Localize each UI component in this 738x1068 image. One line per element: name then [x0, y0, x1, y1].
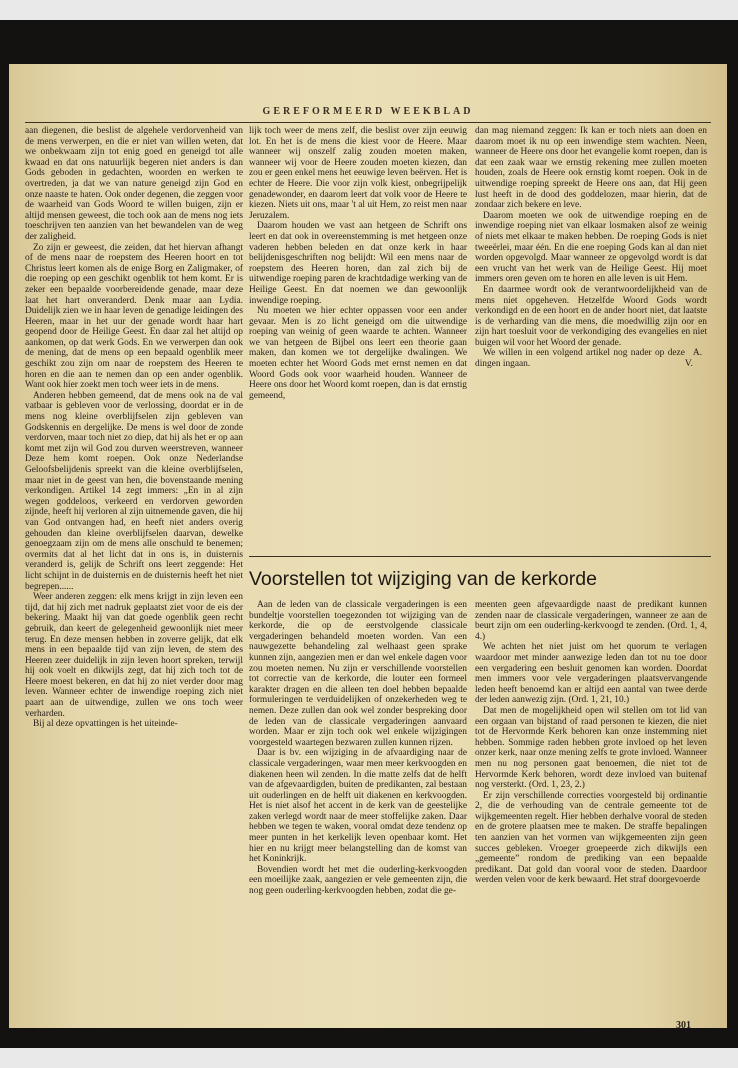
column-3-top	[475, 126, 707, 550]
paragraph: dan mag niemand zeggen: Ik kan er toch niets aan doen en daarom moet ik nu op een inwendige stem wachten. Neen, wanneer de Heere ons door het evangelie komt roepen, dan is dat een zaak waar we ernstig rekening mee zullen moeten houden, zoals de Heere ook ernstig komt roepen. Ook in de uitwendige roeping spreekt de Heere ons aan, dat Hij geen lust heeft in de dood des goddelozen, maar hierin, dat de zondaar zich bekere en leve.	[475, 126, 707, 211]
paragraph: Zo zijn er geweest, die zeiden, dat het hiervan afhangt of de mens naar de roepstem des Heeren hoort en tot Christus leert komen als de enige Borg en Zaligmaker, of die roeping op een geschikt ogenblik tot hem komt. Er is zeker een bepaalde voorbereidende genade, maar deze laat het hart onveranderd. Denk maar aan Lydia. Duidelijk zien we in haar leven de genadige leidingen des Heeren, maar in het uur der genade wordt haar hart geopend door de Heilige Geest. En daar zal het altijd op aankomen, op dat werk Gods. En we verwerpen dan ook de mening, dat de mens op een bepaald ogenblik meer geschikt zou zijn om naar de roepstem des Heeren te horen en die aan te nemen dan op een ander ogenblik. Want ook hier zoekt men toch weer iets in de mens.	[25, 242, 243, 391]
author-signature: A. V.	[684, 348, 703, 370]
paragraph: Weer anderen zeggen: elk mens krijgt in zijn leven een tijd, dat hij zich met nadruk geplaatst ziet voor de eis der bekering. Maakt hij van dat goede ogenblik geen recht gebruik, dan keert de gelegenheid gewoonlijk niet meer terug. En deze mensen hebben in zoverre gelijk, dat elk mens in een bepaalde tijd van zijn leven, de stem des Heeren zeer duidelijk in zijn leven hoort spreken, terwijl hij ook voelt en dikwijls zegt, dat hij zich toch tot de Heere moest bekeren, en dat hij zo niet verder door mag leven. Wanneer echter de inwendige roeping zich niet paart aan de uitwendige, zullen we ons toch weer verharden.	[25, 592, 243, 719]
scan-background	[0, 20, 738, 1048]
header-rule	[25, 122, 711, 123]
paragraph: Er zijn verschillende correcties voorgesteld bij ordinantie 2, die de verhouding van de centrale gemeente tot de wijkgemeenten regelt. Hier hebben derhalve vooral de steden en de grotere plaatsen mee te maken. De straffe bepalingen ten aanzien van het vormen van wijkgemeenten zijn geen succes gebleken. Vroeger groepeerde zich dikwijls een „gemeente” rondom de prediking van een bepaalde predikant. Dat gold dan vooral voor de steden. Daardoor werden velen voor de kerk bewaard. Het straf doorgevoerde	[475, 790, 707, 886]
paragraph: Anderen hebben gemeend, dat de mens ook na de val vatbaar is gebleven voor de verlossing, doordat er in de mens nog kleine overblijfselen zijn gebleven van Godskennis en dergelijke. De mens is wel door de zonde verdorven, maar toch niet zo diep, dat hij als het er op aan komt met zijn wil God zou durven weerstreven, wanneer Deze hem komt roepen. Ook onze Nederlandse Geloofsbelijdenis spreekt van die kleine overblijfselen, maar niet in de geest van hen, die bovenstaande mening verkondigen. Artikel 14 zegt immers: „En in al zijn wegen goddeloos, verkeerd en verdorven geworden zijnde, heeft hij verloren al zijn uitnemende gaven, die hij van God ontvangen had, en heeft niet anders overig gehouden dan kleine overblijfselen daarvan, dewelke genoegzaam zijn om de mens alle onschuld te benemen; overmits dat al het licht dat in ons is, in duisternis veranderd is, gelijk de Schrift ons leert zeggende: Het licht schijnt in de duisternis en de duisternis heeft het niet begrepen......	[25, 390, 243, 592]
article-title: Voorstellen tot wijziging van de kerkorde	[249, 568, 597, 590]
paragraph: Bovendien wordt het met die ouderling-kerkvoogden een moeilijke zaak, aangezien er vele gemeenten zijn, die nog geen ouderling-kerkvoogden hebben, zodat die ge-	[249, 864, 467, 897]
column-2-top	[249, 126, 467, 550]
article-divider	[249, 556, 711, 557]
paragraph: Aan de leden van de classicale vergaderingen is een bundeltje voorstellen toegezonden tot wijziging van de kerkorde, die op de eerstvolgende classicale vergaderingen behandeld moeten worden. Van een nauwgezette behandeling zal welhaast geen sprake kunnen zijn, aangezien men er dan wel enkele dagen voor zou moeten nemen. Nu zijn er verschillende voorstellen tot correctie van de kerkorde, die louter een formeel karakter dragen en die alleen ten doel hebben bepaalde formuleringen te verduidelijken of onzekerheden weg te nemen. Deze zullen dan ook wel zonder bespreking door de leden van de classicale vergaderingen aanvaard worden. Maar er zijn toch ook wel enkele wijzigingen voorgesteld waartegen bezwaren zullen kunnen rijzen.	[249, 600, 467, 748]
paragraph: Dat men de mogelijkheid open wil stellen om tot lid van een orgaan van bijstand of raad personen te kiezen, die niet tot de Hervormde Kerk behoren kan onze instemming niet hebben. Sommige raden hebben grote invloed op het leven onzer kerk, naar onze mening zelfs te grote invloed. Wanneer men nu nog personen gaat benoemen, die niet tot de Hervormde Kerk behoren, wordt deze invloed van buitenaf nog versterkt. (Ord. 1, 23, 2.)	[475, 705, 707, 791]
article-2-column-2	[249, 600, 467, 1028]
paragraph: Daarom houden we vast aan hetgeen de Schrift ons leert en dat ook in overeenstemming is met hetgeen onze vaderen hebben beleden en dat onze kerk in haar belijdenisgeschriften nog belijdt: Wil een mens naar de roepstem des Heeren horen, dan zal zich bij de uitwendige roeping paren de krachtdadige werking van de Heilige Geest. En dat noemen we dan gewoonlijk inwendige roeping.	[249, 221, 467, 306]
closing-text: We willen in een volgend artikel nog nader op deze dingen ingaan.	[475, 348, 685, 370]
paragraph: Daarom moeten we ook de uitwendige roeping en de inwendige roeping niet van elkaar losmaken alsof ze weinig of niets met elkaar te maken hebben. De roeping Gods is niet tweeërlei, maar één. En die ene roeping Gods kan al dan niet worden opgevolgd. Maar wanneer ze opgevolgd wordt is dat een vrucht van het werk van de Heilige Geest. Hij moet immers oren geven om te horen en alle leven is uit Hem.	[475, 210, 707, 285]
paragraph: lijk toch weer de mens zelf, die beslist over zijn eeuwig lot. En het is de mens die kiest voor de Heere. Maar wanneer wij onszelf zalig zouden moeten maken, wanneer wij voor de Heere zouden moeten kiezen, dan zou er geen enkel mens het eeuwige leven beërven. Het is echter de Heere. Die voor zijn volk kiest, onbegrijpelijk genadewonder, en daarom leert dat volk voor de Heere te kiezen. Niets uit ons, maar 't al uit Hem, zo reist men naar Jeruzalem.	[249, 126, 467, 221]
paragraph: We achten het niet juist om het quorum te verlagen waardoor met minder aanwezige leden dan tot nu toe door een vergadering een besluit genomen kan worden. Doordat men immers voor vele vergaderingen plaatsvervangende leden heeft benoemd kan er altijd een aantal van twee derde der leden aanwezig zijn. (Ord. 1, 21, 10.)	[475, 642, 707, 706]
page-header: GEREFORMEERD WEEKBLAD	[262, 106, 474, 117]
newspaper-page	[9, 64, 727, 1028]
paragraph: Nu moeten we hier echter oppassen voor een ander gevaar. Men is zo licht geneigd om die uitwendige roeping van weinig of geen waarde te achten. Wanneer we van hetgeen de Bijbel ons leert een theorie gaan maken, dan komen we tot dergelijke dwalingen. We moeten echter het Woord Gods met ernst nemen en dat Woord Gods ook voor waarheid houden. Wanneer de Heere ons door het Woord komt roepen, dan is dat ernstig gemeend,	[249, 306, 467, 401]
paragraph: Daar is bv. een wijziging in de afvaardiging naar de classicale vergaderingen, waar men meer kerkvoogden en diakenen heen wil zenden. In die matte zelfs dat de helft van de afgevaardigden, buiten de predikanten, zal bestaan uit ouderlingen en de helft uit diakenen en kerkvoogden. Het is niet alsof het accent in de kerk van de geestelijke zaken verlegd wordt naar de meer stoffelijke zaken. Daar hebben we tegen te waken, vooral omdat deze tendenz op meer punten in het kerkelijk leven openbaar komt. Het hier en nu krijgt meer belangstelling dan de komst van het Koninkrijk.	[249, 748, 467, 865]
paragraph: aan diegenen, die beslist de algehele verdorvenheid van de mens verwerpen, en die er niet van willen weten, dat we onbekwaam zijn tot enig goed en geneigd tot alle kwaad en dat ons natuurlijk begeren niet anders is dan Gods geboden in gedachten, woorden en werken te overtreden, ja dat we van nature geneigd zijn God en onze naaste te haten. Ook onder degenen, die zeggen voor de waarheid van Gods Woord te willen buigen, zijn er altijd mensen geweest, die toch ook aan de mens nog iets toeschrijven ten aanzien van het bewandelen van de weg der zaligheid.	[25, 126, 243, 242]
article-2-column-3	[475, 600, 707, 1020]
closing-line	[475, 348, 707, 369]
paragraph: En daarmee wordt ook de verantwoordelijkheid van de mens niet opgeheven. Hetzelfde Woord Gods wordt verkondigd en de een hoort en de ander hoort niet, dat laatste is de verharding van die mens, die moedwillig zijn oor en zijn hart toesluit voor de verkondiging des evangelies en niet buigen wil voor het Woord der genade.	[475, 284, 707, 348]
paragraph: meenten geen afgevaardigde naast de predikant kunnen zenden naar de classicale vergaderingen, wanneer ze aan de beurt zijn om een ouderling-kerkvoogd te zenden. (Ord. 1, 4, 4.)	[475, 600, 707, 642]
column-1	[25, 126, 243, 1028]
page-number: 301	[676, 1020, 691, 1031]
paragraph: Bij al deze opvattingen is het uiteinde-	[33, 719, 178, 730]
